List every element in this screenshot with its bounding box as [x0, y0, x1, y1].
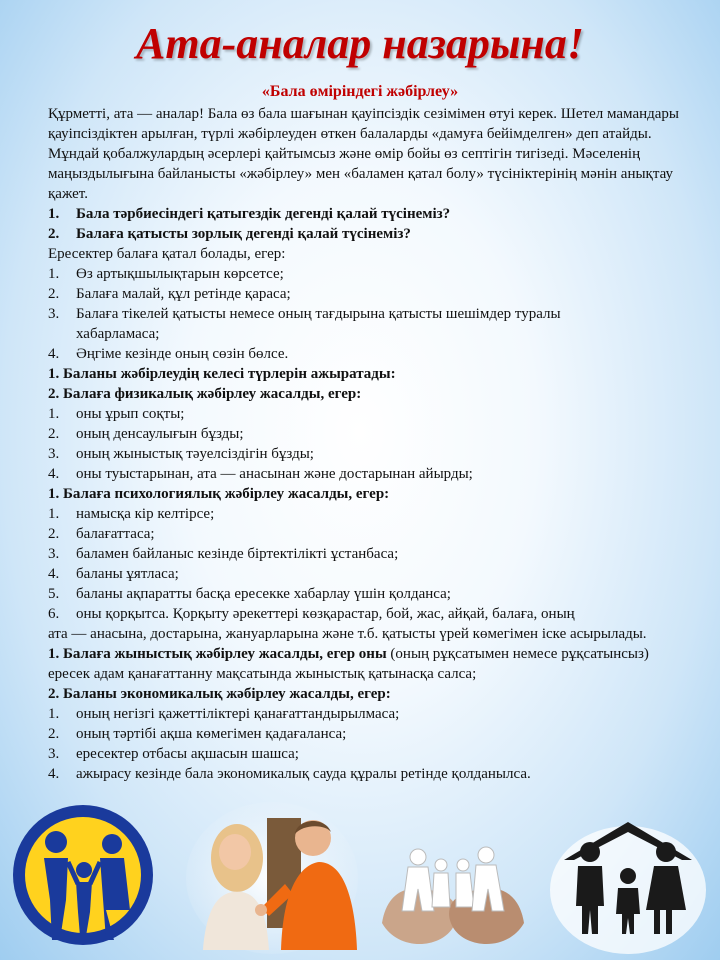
list-item-text: балағаттаса; — [76, 526, 155, 542]
list-item-num: 1. — [48, 266, 60, 282]
harsh-list — [48, 264, 688, 364]
list-item-text: намысқа кір келтірсе; — [76, 506, 215, 522]
list-item-continuation: ата — анасына, достарына, жануарларына және т.б. қатысты үрей көмегімен іске асырылады. — [48, 626, 647, 642]
list-item — [48, 724, 688, 744]
psych-heading: 1. Балаға психологиялық жәбірлеу жасалды, егер: — [48, 486, 390, 502]
econ-heading: 2. Баланы экономикалық жәбірлеу жасалды, егер: — [48, 686, 391, 702]
sexual-text: (оның рұқсатымен немесе рұқсатынсыз) ересек адам қанағаттанну мақсатында жыныстық қатынасқа салса; — [48, 646, 649, 682]
list-item-num: 2. — [48, 726, 60, 742]
list-item — [48, 564, 688, 584]
econ-list — [48, 704, 688, 784]
list-item — [48, 404, 688, 424]
list-item — [48, 344, 688, 364]
list-item-text: оны ұрып соқты; — [76, 406, 185, 422]
list-item — [48, 544, 688, 564]
list-item — [48, 304, 688, 344]
physical-list — [48, 404, 688, 484]
list-item-num: 3. — [48, 546, 60, 562]
list-item — [48, 504, 688, 524]
list-item-text: баланы ақпаратты басқа ересекке хабарлау үшін қолданса; — [76, 586, 451, 602]
list-item-num: 5. — [48, 586, 60, 602]
types-heading: 1. Баланы жәбірлеудің келесі түрлерін ажыратады: — [48, 366, 396, 382]
list-item — [48, 424, 688, 444]
list-item-num: 2. — [48, 426, 60, 442]
list-item — [48, 744, 688, 764]
family-house-icon — [548, 810, 708, 955]
question-2 — [48, 224, 688, 244]
list-item — [48, 584, 688, 604]
question-1-num: 1. — [48, 206, 60, 222]
question-1 — [48, 204, 688, 224]
list-item — [48, 464, 688, 484]
list-item-text: оның денсаулығын бұзды; — [76, 426, 244, 442]
sexual-paragraph — [48, 644, 688, 684]
list-item-text: оны қорқытса. Қорқыту әрекеттері көзқарастар, бой, жас, айқай, балаға, оның — [76, 606, 575, 622]
physical-heading: 2. Балаға физикалық жәбірлеу жасалды, егер: — [48, 386, 362, 402]
list-item-text: Өз артықшылықтарын көрсетсе; — [76, 266, 284, 282]
list-item-text: Әңгіме кезінде оның сөзін бөлсе. — [76, 346, 289, 362]
paper-family-hands-photo — [378, 825, 528, 955]
list-item — [48, 764, 688, 784]
list-item-text: баламен байланыс кезінде біртектілікті ұстанбаса; — [76, 546, 399, 562]
list-item-text: ересектер отбасы ақшасын шашса; — [76, 746, 299, 762]
list-item-num: 4. — [48, 346, 60, 362]
list-item — [48, 604, 688, 624]
list-item-num: 3. — [48, 746, 60, 762]
list-item-num: 1. — [48, 406, 60, 422]
list-item-text: ажырасу кезінде бала экономикалық сауда құралы ретінде қолданылса. — [76, 766, 531, 782]
list-item-num: 1. — [48, 706, 60, 722]
sexual-heading: 1. Балаға жыныстық жәбірлеу жасалды, егер оны — [48, 646, 387, 662]
list-item — [48, 444, 688, 464]
list-item — [48, 704, 688, 724]
list-item-num: 3. — [48, 446, 60, 462]
list-item-num: 1. — [48, 506, 60, 522]
list-item-num: 2. — [48, 286, 60, 302]
list-item-text: баланы ұятласа; — [76, 566, 179, 582]
list-item-num: 6. — [48, 606, 60, 622]
intro-paragraph: Құрметті, ата — аналар! Бала өз бала шағынан қауіпсіздік сезімімен өтуі керек. Шетел мамандары қауіпсіздіктен арылған, түрлі жәбірлеуден өткен балаларды «дамуға бейімделген» деп атайды. Мұндай қобалжулардың әсерлері қайтымсыз және өмір бойы өз септігін тигізеді. Мәселенің маңыздылығына байланысты «жәбірлеу» мен «баламен қатал болу» түсініктерінің мәнін анықтау қажет. — [48, 106, 679, 202]
list-item-num: 3. — [48, 306, 60, 322]
list-item-text: оның жыныстық тәуелсіздігін бұзды; — [76, 446, 314, 462]
list-item-text: оның тәртібі ақша көмегімен қадағаланса; — [76, 726, 347, 742]
arguing-parents-photo — [185, 800, 360, 955]
page-title: Ата-аналар назарына! — [136, 19, 584, 68]
list-item-text: оны туыстарынан, ата — анасынан және достарынан айырды; — [76, 466, 473, 482]
harsh-intro: Ересектер балаға қатал болады, егер: — [48, 246, 286, 262]
question-2-text: Балаға қатысты зорлық дегенді қалай түсінеміз? — [76, 226, 411, 242]
list-item-num: 4. — [48, 766, 60, 782]
list-item-num: 4. — [48, 566, 60, 582]
list-item-text: Балаға малай, құл ретінде қараса; — [76, 286, 291, 302]
list-item-num: 2. — [48, 526, 60, 542]
list-item-text: оның негізгі қажеттіліктері қанағаттандырылмаса; — [76, 706, 400, 722]
list-item-num: 4. — [48, 466, 60, 482]
illustrations-row — [0, 800, 720, 960]
question-1-text: Бала тәрбиесіндегі қатыгездік дегенді қалай түсінеміз? — [76, 206, 451, 222]
psych-list — [48, 504, 688, 644]
document-body — [48, 104, 688, 784]
page-subtitle: «Бала өміріндегі жәбірлеу» — [261, 83, 459, 100]
list-item-text: Балаға тікелей қатысты немесе оның тағдырына қатысты шешімдер туралы хабарламаса; — [76, 306, 561, 342]
list-item — [48, 264, 688, 284]
list-item — [48, 284, 688, 304]
question-2-num: 2. — [48, 226, 60, 242]
list-item — [48, 524, 688, 544]
family-circle-icon — [8, 800, 158, 950]
